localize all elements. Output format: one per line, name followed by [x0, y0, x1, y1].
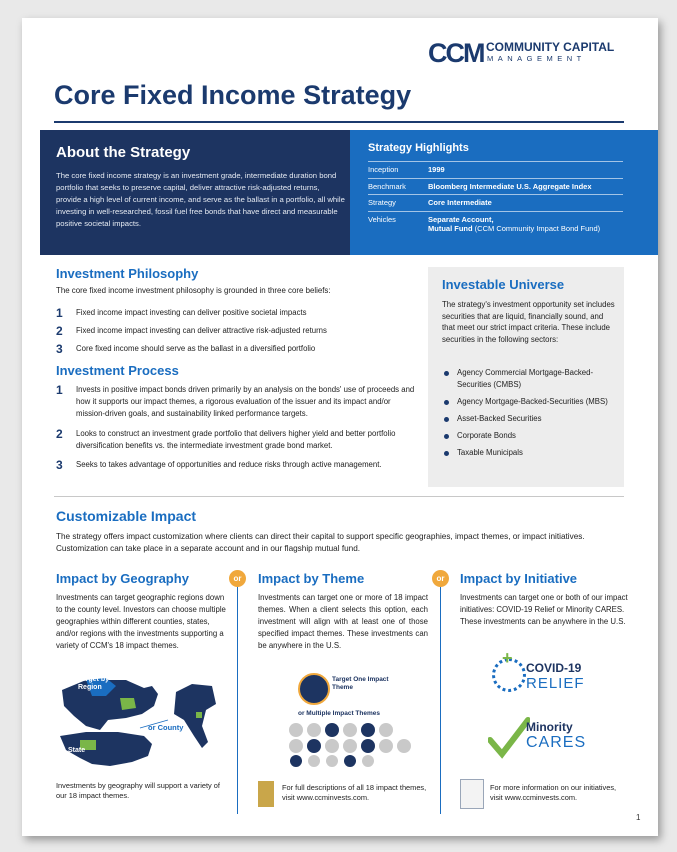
map-label-county: or County	[148, 723, 184, 732]
process-num: 1	[56, 383, 63, 397]
theme-footer: For full descriptions of all 18 impact themes, visit www.ccminvests.com.	[282, 783, 427, 802]
initiative-footer: For more information on our initiatives, visit www.ccminvests.com.	[490, 783, 617, 802]
universe-heading: Investable Universe	[442, 277, 565, 292]
geography-heading: Impact by Geography	[56, 571, 189, 586]
about-heading: About the Strategy	[56, 144, 191, 161]
logo-company-name: COMMUNITY CAPITAL	[486, 40, 615, 54]
plus-icon: +	[502, 648, 513, 668]
document-thumbnail	[460, 779, 484, 809]
highlight-row	[368, 178, 623, 195]
highlight-value-line2: Mutual Fund	[428, 224, 473, 233]
list-item-text: Asset-Backed Securities	[457, 414, 542, 423]
list-item-text: Agency Commercial Mortgage-Backed-Securities (CMBS)	[457, 368, 594, 389]
customizable-text: The strategy offers impact customization where clients can direct their capital to support specific geographies, impact themes, or impact initiatives. Customization can take place in a separate account and in our flagship mutual fund.	[56, 532, 585, 553]
philosophy-num: 1	[56, 306, 63, 320]
document-page	[22, 18, 658, 836]
or-badge: or	[432, 570, 449, 587]
map-label-state: State	[68, 747, 86, 754]
ccm-logo-mark: CCM	[428, 38, 484, 68]
process-item: Seeks to takes advantage of opportunities and reduce risks through active management.	[76, 460, 382, 469]
philosophy-item: Fixed income impact investing can deliver attractive risk-adjusted returns	[76, 326, 327, 335]
section-divider	[54, 496, 624, 497]
highlight-row	[368, 195, 623, 212]
page-number: 1	[636, 813, 641, 822]
bullet-icon	[444, 417, 449, 422]
theme-heading: Impact by Theme	[258, 571, 365, 586]
list-item-text: Agency Mortgage-Backed-Securities (MBS)	[457, 397, 608, 406]
brochure-thumbnail	[258, 781, 274, 807]
bullet-icon	[444, 400, 449, 405]
about-text: The core fixed income strategy is an investment grade, intermediate duration bond portfolio that seeks to preserve capital, deliver attractive risk-adjusted returns, provide a high level of current income, and serve as the ballast in a portfolio, all while investing in well-researched, fossil fuel free bonds that have direct and measurable positive societal impacts.	[56, 171, 345, 228]
highlight-row	[368, 211, 623, 237]
universe-list	[442, 367, 622, 464]
checkmark-icon	[488, 716, 530, 760]
minority-logo-line1: Minority	[526, 720, 573, 734]
multiple-themes-label: or Multiple Impact Themes	[298, 710, 380, 717]
map-label-region: Target by Region	[78, 676, 109, 691]
philosophy-heading: Investment Philosophy	[56, 266, 199, 281]
bullet-icon	[444, 451, 449, 456]
highlight-value-line1: Separate Account,	[428, 214, 494, 224]
impact-theme-icon	[298, 673, 330, 705]
universe-text: The strategy's investment opportunity set includes securities that are liquid, financially sound, and that meet our strict impact criteria. These include securities in the following sectors:	[442, 300, 615, 344]
or-badge: or	[229, 570, 246, 587]
process-num: 3	[56, 458, 63, 472]
initiative-text: Investments can target one or both of our impact initiatives: COVID-19 Relief or Minority CARES. These investments can be anywhere in the U.S.	[460, 593, 628, 626]
highlights-panel	[350, 130, 658, 255]
list-item	[442, 430, 622, 442]
about-panel	[40, 130, 350, 255]
highlight-value	[428, 211, 623, 237]
highlight-key: Vehicles	[368, 211, 428, 237]
page-title: Core Fixed Income Strategy	[54, 80, 412, 110]
philosophy-item: Core fixed income should serve as the ballast in a diversified portfolio	[76, 344, 316, 353]
customizable-heading: Customizable Impact	[56, 508, 197, 524]
list-item	[442, 413, 622, 425]
title-rule	[54, 121, 624, 123]
investable-universe-panel	[428, 267, 624, 487]
list-item	[442, 367, 622, 391]
highlight-value: Core Intermediate	[428, 195, 623, 212]
logo-company-sub: MANAGEMENT	[487, 54, 586, 63]
initiative-heading: Impact by Initiative	[460, 571, 578, 586]
highlight-value: Bloomberg Intermediate U.S. Aggregate Index	[428, 178, 623, 195]
theme-text: Investments can target one or more of 18 impact themes. When a client selects this option, each investment will align with at least one of those specified impact themes. These investments can be anywhere in the U.S.	[258, 593, 428, 650]
highlight-key: Strategy	[368, 195, 428, 212]
process-heading: Investment Process	[56, 363, 179, 378]
process-item: Looks to construct an investment grade portfolio that delivers higher yield and better portfolio diversification benefits vs. the intermediate investment grade bond market.	[76, 429, 396, 450]
highlights-table	[368, 161, 623, 237]
column-divider	[237, 572, 238, 814]
bullet-icon	[444, 434, 449, 439]
column-divider	[440, 572, 441, 814]
highlights-heading: Strategy Highlights	[368, 142, 469, 154]
philosophy-intro: The core fixed income investment philosophy is grounded in three core beliefs:	[56, 286, 331, 295]
highlight-key: Benchmark	[368, 178, 428, 195]
highlight-key: Inception	[368, 162, 428, 179]
impact-theme-icons-grid	[286, 720, 416, 768]
covid-logo-line2: RELIEF	[526, 675, 585, 692]
list-item	[442, 396, 622, 408]
target-one-label: Target One Impact Theme	[332, 676, 389, 691]
geography-text: Investments can target geographic regions down to the county level. Investors can choose multiple geographies within different counties, states, and/or regions with the investments supporting a variety of CCM's 18 impact themes.	[56, 593, 226, 650]
philosophy-num: 2	[56, 324, 63, 338]
process-item: Invests in positive impact bonds driven primarily by an analysis on the bonds' use of proceeds and how it supports our impact themes, a rigorous evaluation of the issuer and its impact and/or mission-driven goals, and sustainability linked performance targets.	[76, 385, 415, 418]
process-num: 2	[56, 427, 63, 441]
list-item-text: Corporate Bonds	[457, 431, 516, 440]
philosophy-num: 3	[56, 342, 63, 356]
covid-logo-line1: COVID-19	[526, 661, 582, 675]
minority-logo-line2: CARES	[526, 734, 587, 751]
list-item	[442, 447, 622, 459]
geography-footer: Investments by geography will support a variety of our 18 impact themes.	[56, 781, 220, 800]
highlight-value: 1999	[428, 162, 623, 179]
highlight-row	[368, 162, 623, 179]
highlight-note: (CCM Community Impact Bond Fund)	[474, 224, 601, 233]
bullet-icon	[444, 371, 449, 376]
list-item-text: Taxable Municipals	[457, 448, 523, 457]
philosophy-item: Fixed income impact investing can deliver positive societal impacts	[76, 308, 307, 317]
